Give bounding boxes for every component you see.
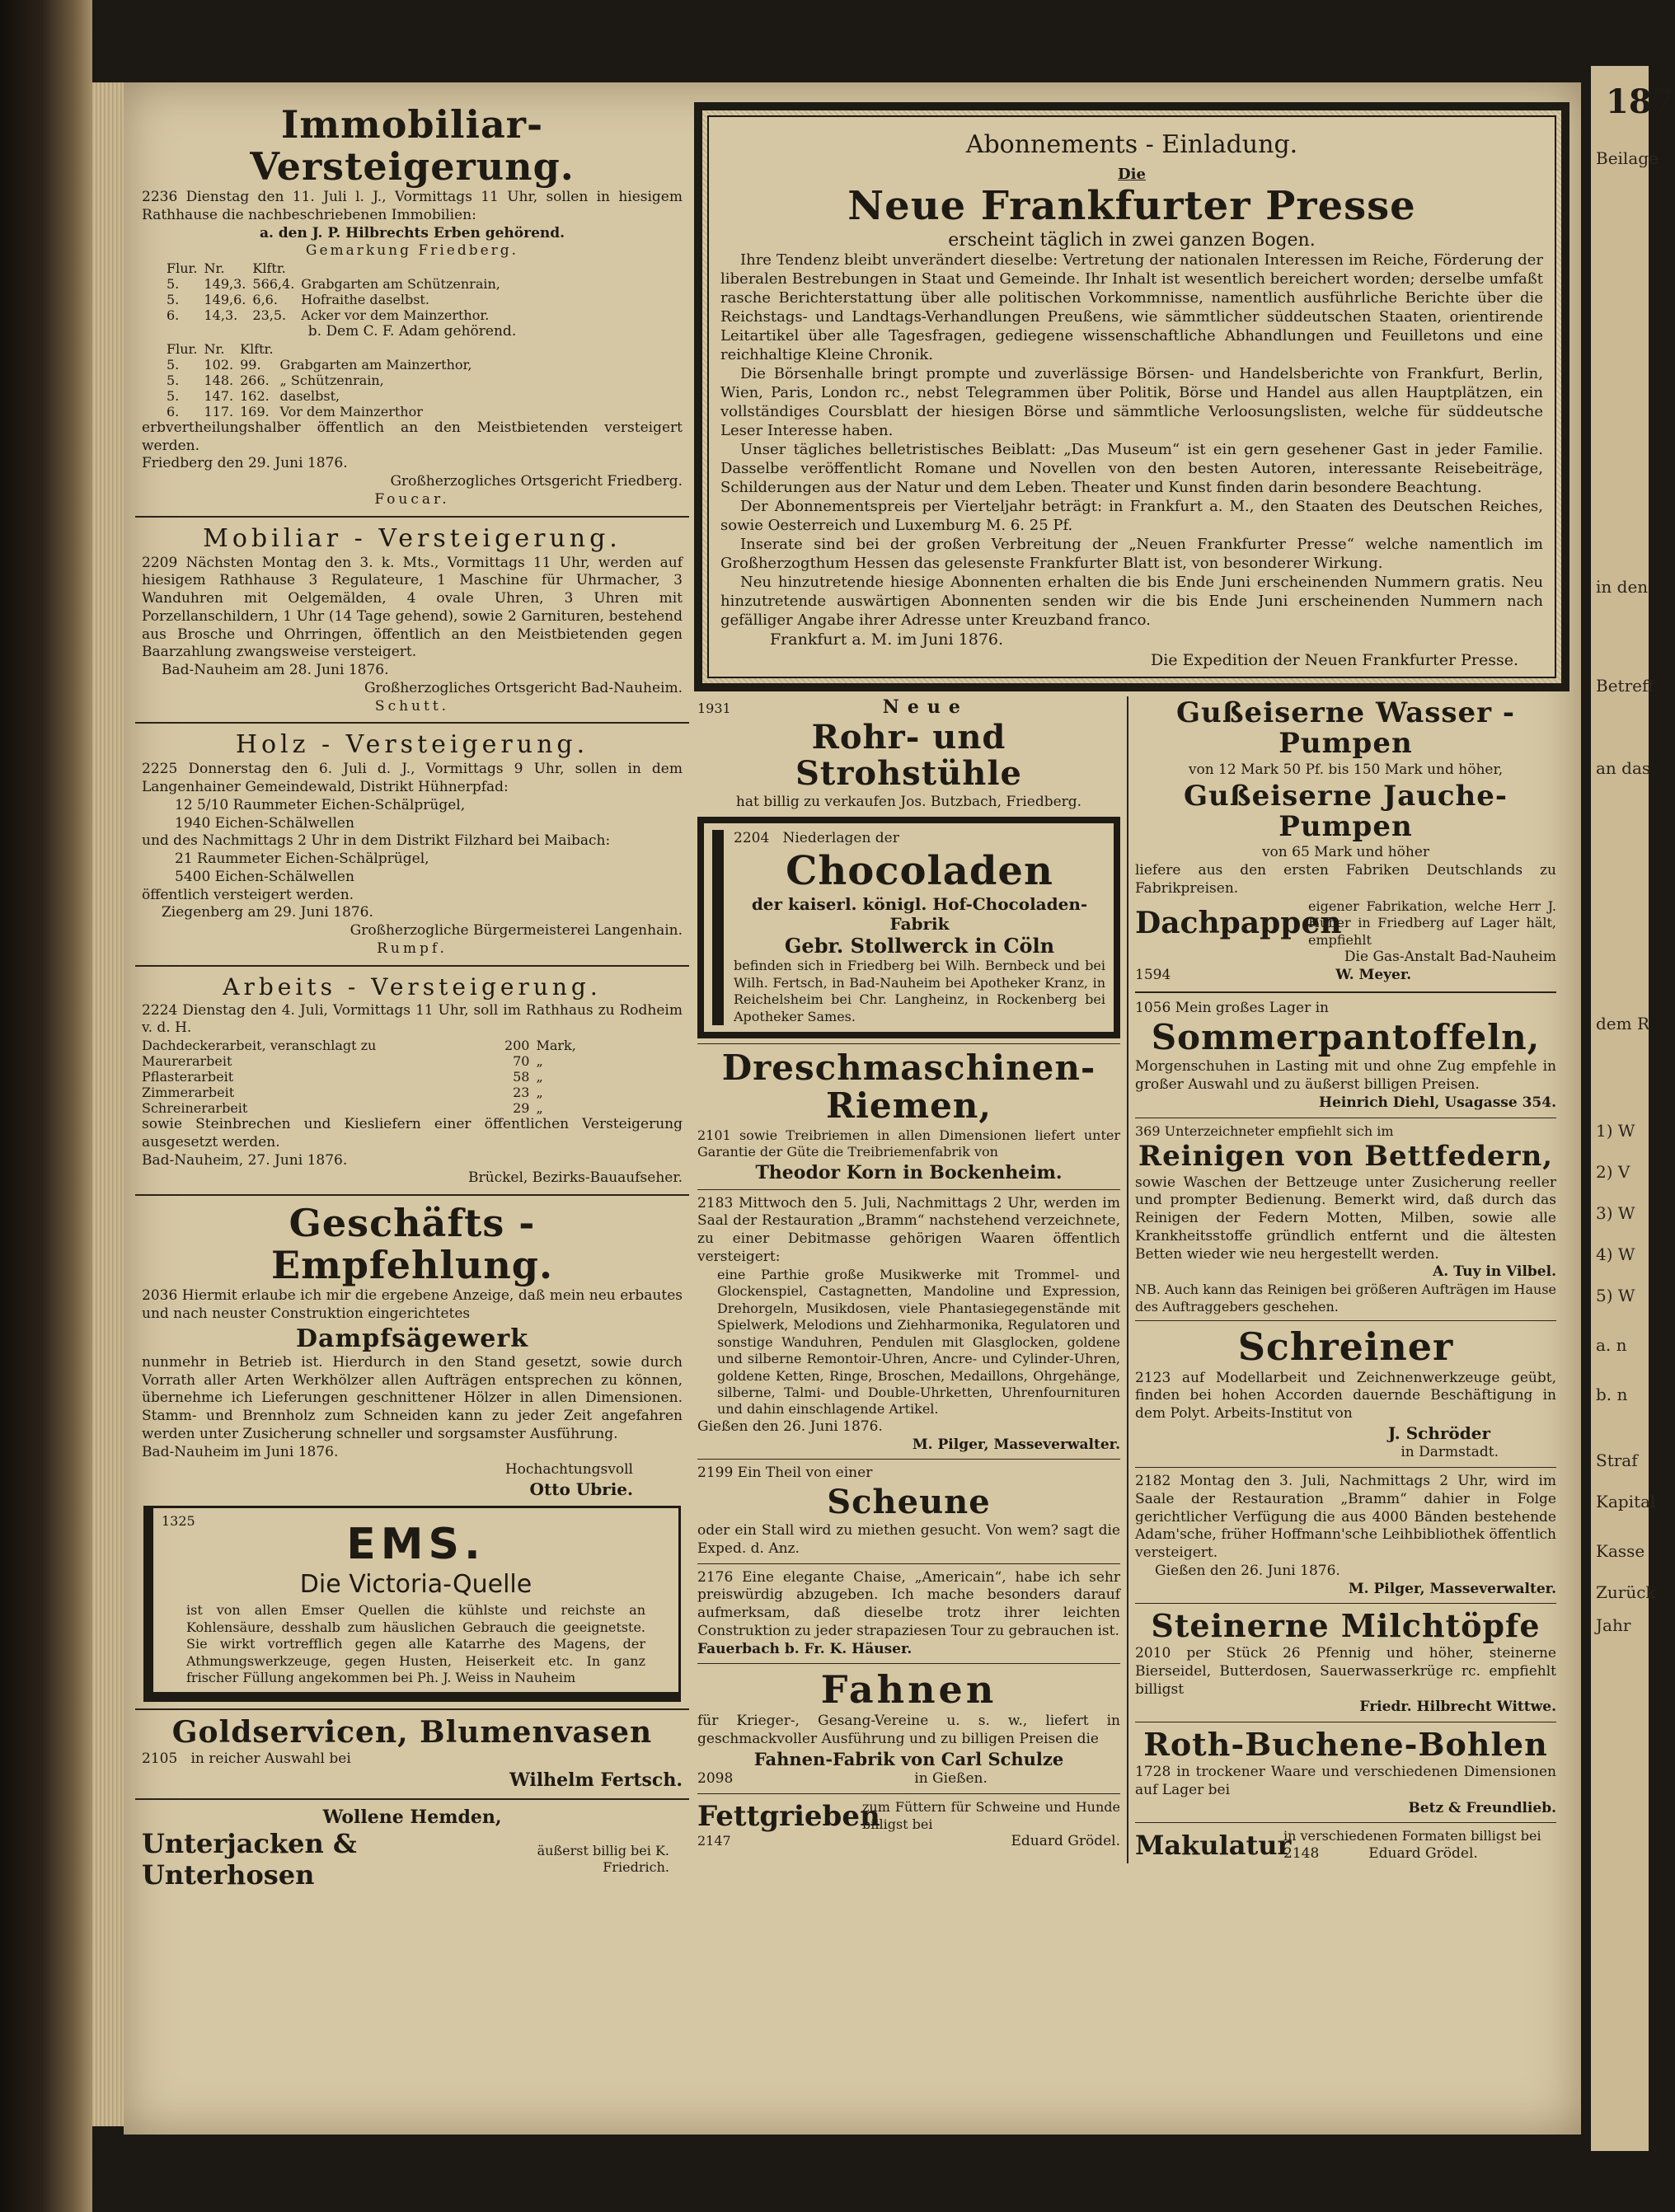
ad-title: Wollene Hemden, [322,1807,502,1829]
bettfedern-ad [1135,1123,1556,1315]
ad-title: Schreiner [1237,1324,1454,1369]
ad-note: NB. Auch kann das Reinigen bei größeren Aufträgen im Hause des Auftraggebers geschehen. [1135,1282,1556,1315]
ad-text: 2123 auf Modellarbeit und Zeichnenwerkzeuge geübt, finden bei hohen Accorden dauernde Beschäftigung in dem Polyt. Arbeits-Institut von [1135,1369,1556,1422]
ad-signer: Die Expedition der Neuen Frankfurter Presse. [1151,650,1518,669]
ad-signer: Rumpf. [377,940,448,957]
ad-text: 2199 Ein Theil von einer [697,1465,873,1482]
ad-line: 1940 Eichen-Schälwellen [175,814,354,832]
abonnement-box [694,102,1569,691]
ad-text: 2182 Montag den 3. Juli, Nachmittags 2 Uhr, wird im Saale der Restauration „Bramm“ dahier in Folge gerichtlicher Verfügung die aus 4000 Bänden bestehende Adam'sche, früher Hoffmann'sche Leihbibliothek öffentlich versteigert. [1135,1473,1556,1562]
ad-signer: M. Pilger, Masseverwalter. [912,1436,1120,1453]
fettgrieben-ad [697,1799,1120,1851]
ad-text: zum Füttern für Schweine und Hunde billigst bei [862,1799,1120,1832]
ad-signer: Heinrich Diehl, Usagasse 354. [1318,1094,1556,1111]
ad-line: 5400 Eichen-Schälwellen [175,868,354,885]
table-row: Dachdeckerarbeit, veranschlagt zu 200 Mark, [142,1038,576,1054]
ad-text: Die Börsenhalle bringt prompte und zuverlässige Börsen- und Handelsberichte von Frankfurt, Berlin, Wien, Paris, London rc., nebst Telegrammen über Politik, Börse und Handel aus allen Hauptplätzen, ein vollständiges Coursblatt der hiesigen Börse und sämmtliche Verloosungslisten, welche für süddeutsche Leser Interesse haben. [720,364,1543,440]
ems-ad [143,1506,681,1702]
ad-signer: J. Schröder [1387,1422,1490,1443]
gemarkung: Gemarkung Friedberg. [305,242,519,260]
ad-text: 1056 Mein großes Lager in [1135,999,1329,1016]
ad-line: 12 5/10 Raummeter Eichen-Schälprügel, [175,796,466,813]
fragment-text: Betreff [1596,676,1654,696]
ad-title: Makulatur [1135,1830,1292,1862]
page-number: 187 [1606,82,1675,121]
owner-b: b. Dem C. F. Adam gehörend. [307,323,517,340]
fragment-text: 4) W [1596,1244,1635,1264]
ad-title: Gußeiserne Jauche-Pumpen [1183,779,1508,843]
ad-signer: Wilhelm Fertsch. [509,1769,683,1792]
fragment-text: Jahr [1596,1615,1631,1635]
holz-ad [135,730,689,958]
ad-text: 2183 Mittwoch den 5. Juli, Nachmittags 2 Uhr, werden im Saal der Restauration „Bramm“ nachstehend verzeichnete, zu einer Debitmasse gehörigen Waaren öffentlich versteigert: [697,1194,1120,1265]
ad-authority: Großherzogliche Bürgermeisterei Langenhain. [350,922,683,940]
newspaper-page [124,82,1581,2135]
ad-text: befinden sich in Friedberg bei Wilh. Bernbeck und bei Wilh. Fertsch, in Bad-Nauheim bei Apotheker Kranz, in Reichelsheim bei Chr. Langheinz, in Rockenberg bei Apotheker Sames. [734,958,1105,1024]
ad-firm: Die Gas-Anstalt Bad-Nauheim [1344,949,1556,966]
bohlen-ad [1135,1727,1556,1817]
ad-text: von 12 Mark 50 Pf. bis 150 Mark und höher, [1188,761,1504,778]
ad-date: Gießen den 26. Juni 1876. [697,1418,883,1435]
ad-text: Inserate sind bei der großen Verbreitung der „Neuen Frankfurter Presse“ welche namentlich im Großherzogthum Hessen das gelesenste Frankfurter Blatt ist, von besonderer Wirkung. [720,536,1543,573]
mobiliar-ad [135,524,689,716]
ad-text: Neu hinzutretende hiesige Abonnenten erhalten die bis Ende Juni erscheinenden Nummern gratis. Neu hinzutretende auswärtigen Abonnenten senden wir die bis Ende Juni erscheinenden Nummern nach gefälliger Angabe ihrer Adresse unter Kreuzband franco. [720,574,1543,630]
table-row: Pflasterarbeit 58 „ [142,1069,543,1085]
ad-text: 2101 sowie Treibriemen in allen Dimensionen liefert unter Garantie der Güte die Treibriemenfabrik von [697,1127,1120,1160]
ad-text: sowie Steinbrechen und Kiesliefern einer öffentlichen Versteigerung ausgesetzt werden. [142,1116,683,1151]
lots-table-a: Flur. Nr. Klftr. 5. 149,3. 566,4. Grabgarten am Schützenrain, 5. 149,6. 6,6. Hofraithe daselbst. 6. 14,3. 23,5. Acker vor dem Mainzerthor. [167,260,507,323]
ad-text: äußerst billig bei K. Friedrich. [537,1842,669,1876]
ad-title: Dreschmaschinen-Riemen, [721,1047,1096,1127]
ad-text: 2105 in reicher Auswahl bei [142,1750,351,1768]
arbeits-ad [135,973,689,1188]
fragment-text: dem R [1596,1014,1650,1033]
ad-title: Goldservicen, Blumenvasen [171,1714,653,1750]
ad-title: Rohr- und Strohstühle [795,718,1022,794]
table-row: 5. 148. 266. „ Schützenrain, [167,372,384,388]
ad-text: 2010 per Stück 26 Pfennig und höher, steinerne Bierseidel, Butterdosen, Sauerwasserkrüge rc. empfiehlt billigst [1135,1645,1556,1698]
ad-text: 2209 Nächsten Montag den 3. k. Mts., Vormittags 11 Uhr, werden auf hiesigem Rathhause 3 Regulateure, 1 Maschine für Uhrmacher, 3 Wanduhren mit Oelgemälden, 4 ovale Uhren, 3 Uhren mit Porzellanschildern, 1 Uhr (14 Tage gehend), sowie 2 Garnituren, bestehend aus Brosche und Ohrringen, öffentlich an den Meistbietenden gegen Baarzahlung zwangsweise versteigert. [142,554,683,661]
ad-signer: Otto Ubrie. [529,1479,633,1500]
ad-text: liefere aus den ersten Fabriken Deutschlands zu Fabrikpreisen. [1135,862,1556,897]
ad-text: 1594 W. Meyer. [1135,966,1412,983]
table-row: 5. 102. 99. Grabgarten am Mainzerthor, [167,356,472,373]
ad-signer: Foucar. [374,490,450,508]
ad-text: und des Nachmittags 2 Uhr in dem Distrikt Filzhard bei Maibach: [142,832,611,850]
ad-number: 1931 [697,701,731,717]
ad-text: hat billig zu verkaufen Jos. Butzbach, Friedberg. [735,794,1082,811]
ad-date: Bad-Nauheim im Juni 1876. [142,1443,339,1460]
ad-signer: Eduard Grödel. [1011,1833,1120,1850]
pilger-auction-ad [697,1195,1120,1455]
ad-title: Geschäfts - Empfehlung. [271,1201,553,1287]
ad-date: Frankfurt a. M. im Juni 1876. [770,630,1004,649]
ad-title: EMS. [346,1520,486,1570]
owner-a: a. den J. P. Hilbrechts Erben gehörend. [259,224,565,241]
immobiliar-ad [135,104,689,509]
lots-table-b: Flur. Nr. Klftr. 5. 102. 99. Grabgarten am Mainzerthor, 5. 148. 266. „ Schützenrain, 5. 147. 162. daselbst, 6. 117. 169. Vor dem Mainzerthor [167,341,479,419]
ad-list: eine Parthie große Musikwerke mit Trommel- und Glockenspiel, Castagnetten, Mandoline und Expression, Drehorgeln, Musikdosen, viele Phantasiegegenstände mit Spielwerk, Melodions und Ziehharmonika, Regulatoren und sonstige Wanduhren, Pendulen mit Glasglocken, goldene und silberne Remontoir-Uhren, Ancre- und Cylinder-Uhren, goldene Ketten, Ringe, Broschen, Medaillons, Ohrgehänge, silberne, Talmi- und Double-Uhrketten, Uhrenfournituren und dahin einschlagende Artikel. [717,1266,1120,1418]
table-row: Maurerarbeit 70 „ [142,1053,543,1070]
ad-title: Abonnements - Einladung. [965,130,1298,159]
ad-title: Holz - Versteigerung. [235,730,589,760]
ad-text: Morgenschuhen in Lasting mit und ohne Zug empfehle in großer Auswahl und zu äußerst billigen Preisen. [1135,1058,1556,1094]
ad-title: Fahnen [820,1667,997,1713]
fragment-text: a. n [1596,1335,1627,1355]
table-row: 5. 147. 162. daselbst, [167,387,340,404]
fragment-text: 5) W [1596,1286,1635,1305]
ad-signer: Friedr. Hilbrecht Wittwe. [1359,1699,1556,1716]
ad-title: Dachpappen [1135,906,1342,941]
bibliothek-ad [1135,1473,1556,1598]
ad-text: eigener Fabrikation, welche Herr J. Huber in Friedberg auf Lager hält, empfiehlt [1308,897,1556,948]
ad-text: 2225 Donnerstag den 6. Juli d. J., Vormittags 9 Uhr, sollen in dem Langenhainer Gemeindewald, Distrikt Hühnerpfad: [142,761,683,796]
table-row: 6. 14,3. 23,5. Acker vor dem Mainzerthor. [167,307,490,324]
fragment-text: in den [1596,577,1649,597]
ad-text: 1728 in trockener Waare und verschiedenen Dimensionen auf Lager bei [1135,1764,1556,1798]
ad-firm: Gebr. Stollwerck in Cöln [784,934,1055,958]
fragment-text: Kasse [1596,1541,1645,1561]
ad-text: sowie Waschen der Bettzeuge unter Zusicherung reeller und prompter Bedienung. Bemerkt wird, daß durch das Reinigen der Federn Motten, Milben, sowie alle Krankheitsstoffe gründlich entfernt und die ältesten Betten wieder wie neu hergestellt werden. [1135,1174,1556,1263]
ad-subtitle: Unterjacken & Unterhosen [142,1828,357,1891]
fragment-text: Zurück [1596,1582,1656,1602]
ad-signer: Fauerbach b. Fr. K. Häuser. [697,1640,913,1657]
ad-text: 2148 Eduard Grödel. [1283,1844,1478,1862]
ad-text: 2098 in Gießen. [697,1770,988,1788]
ad-signer: M. Pilger, Masseverwalter. [1348,1580,1556,1597]
chaise-ad [697,1569,1120,1659]
fragment-text: b. n [1596,1385,1628,1404]
ad-text: Ihre Tendenz bleibt unverändert dieselbe: Vertretung der nationalen Interessen im Reiche, Förderung der liberalen Bestrebungen in Staat und Gemeinde. Ihr Inhalt ist wesentlich bereichert worden; derselbe umfaßt rasche Berichterstattung über alle politischen Vorkommnisse, namentlich ausführliche Berichte über die Reichstags- und Landtags-Verhandlungen Preußens, wie sämmtlicher süddeutschen Staaten, orientirende Leitartikel über alle Tagesfragen, gediegene wissenschaftliche Abhandlungen und Feuilletons und eine reichhaltige Kleine Chronik. [720,251,1543,363]
ad-signer: Betz & Freundlieb. [1408,1799,1556,1816]
ad-number: 1325 [162,1512,195,1529]
table-row: 5. 149,6. 6,6. Hofraithe daselbst. [167,292,429,308]
ad-text: ist von allen Emser Quellen die kühlste und reichste an Kohlensäure, desshalb zum häuslichen Gebrauch die geeignetste. Sie wirkt vortrefflich gegen alle Katarrhe des Magens, der Athmungswerkzeuge, gegen Husten, Heiserkeit etc. In ganz frischer Füllung angekommen bei Ph. J. Weiss in Nauheim [186,1602,645,1686]
ad-title: Scheune [827,1483,991,1522]
gold-ad [135,1714,689,1793]
ad-article: Die [1118,166,1146,183]
fragment-text: 1) W [1596,1121,1635,1141]
ad-authority: Großherzogliches Ortsgericht Bad-Nauheim. [364,679,683,696]
ad-signer: A. Tuy in Vilbel. [1433,1263,1556,1281]
left-column [135,102,689,1891]
pantoffeln-ad [1135,1000,1556,1113]
riemen-ad [697,1049,1120,1183]
ad-line: 21 Raummeter Eichen-Schälprügel, [175,851,429,868]
ad-title: Sommerpantoffeln, [1151,1017,1541,1058]
wolle-ad [135,1807,689,1891]
ad-title: Reinigen von Bettfedern, [1138,1140,1554,1174]
work-table [142,1038,603,1116]
book-binding [0,0,92,2212]
ad-text: oder ein Stall wird zu miethen gesucht. Von wem? sagt die Exped. d. Anz. [697,1522,1120,1557]
ad-text: nunmehr in Betrieb ist. Hierdurch in den Stand gesetzt, sowie durch Vorrath aller Arten Werkhölzer allen Aufträgen entsprechen zu können, übernehme ich Lieferungen geschnittener Hölzer in allen Dimensionen. Stamm- und Brennholz zum Schneiden kann zu jeder Zeit angefahren werden unter Zusicherung schneller und sorgsamster Ausführung. [142,1353,683,1442]
ad-date: Friedberg den 29. Juni 1876. [142,455,348,472]
ads-grid [691,696,1573,1863]
ad-text: Der Abonnementspreis per Vierteljahr beträgt: in Frankfurt a. M., den Staaten des Deutschen Reiches, sowie Oesterreich und Luxemburg M. 6. 25 Pf. [720,498,1543,535]
ad-subtitle: Die Victoria-Quelle [299,1570,533,1600]
fragment-text: Beilage [1596,148,1659,168]
ad-authority: Großherzogliches Ortsgericht Friedberg. [390,473,683,490]
ad-subtitle: erscheint täglich in zwei ganzen Bogen. [948,229,1316,251]
table-row: 5. 149,3. 566,4. Grabgarten am Schützenrain, [167,276,500,293]
ad-text: 2036 Hiermit erlaube ich mir die ergebene Anzeige, daß mein neu erbautes und nach neuster Construktion eingerichtetes [142,1287,683,1323]
ad-date: Ziegenberg am 29. Juni 1876. [162,904,373,921]
ad-title: Chocoladen [786,847,1053,894]
ad-title: Mobiliar - Versteigerung. [203,523,622,553]
ad-text: 2204 Niederlagen der [734,829,899,846]
table-row: 6. 117. 169. Vor dem Mainzerthor [167,403,423,419]
geschaefts-ad [135,1202,689,1501]
ad-date: Bad-Nauheim, 27. Juni 1876. [142,1151,348,1169]
ad-title: Gußeiserne Wasser - Pumpen [1175,696,1516,761]
ad-text: für Krieger-, Gesang-Vereine u. s. w., liefert in geschmackvoller Ausführung und zu billigen Preisen die [697,1713,1120,1747]
ad-text: 2224 Dienstag den 4. Juli, Vormittags 11 Uhr, soll im Rathhaus zu Rodheim v. d. H. [142,1001,683,1037]
ad-text: 2176 Eine elegante Chaise, „Americain“, habe ich sehr preiswürdig abzugeben. Ich mache besonders darauf aufmerksam, daß dieselbe trotz ihrer leichten Construktion zu jeder strapaziesen Tour zu gebrauchen ist. [697,1568,1120,1639]
ad-greeting: Hochachtungsvoll [504,1461,633,1479]
ad-title: Immobiliar-Versteigerung. [250,102,575,189]
ads-column-a [691,696,1127,1863]
scheune-ad [697,1465,1120,1558]
dachpappen-ad [1135,898,1556,985]
right-page-fragment [1591,66,1675,2151]
fragment-text: 2) V [1596,1162,1630,1182]
schreiner-ad [1135,1326,1556,1462]
fragment-text: an das [1596,758,1651,778]
ad-signer: Schutt. [374,697,450,715]
ad-title: Steinerne Milchtöpfe [1151,1607,1541,1645]
ad-title: Arbeits - Versteigerung. [223,972,602,1001]
ad-date: Bad-Nauheim am 28. Juni 1876. [162,662,389,679]
ad-city: in Darmstadt. [1401,1444,1499,1461]
ad-text: in verschiedenen Formaten billigst bei [1283,1828,1541,1844]
milchtoepfe-ad [1135,1609,1556,1717]
ad-date: Gießen den 26. Juni 1876. [1155,1562,1340,1579]
fragment-text: 3) W [1596,1203,1635,1223]
fahnen-ad [697,1669,1120,1788]
table-row: Zimmerarbeit 23 „ [142,1085,543,1101]
ad-firm: Fahnen-Fabrik von Carl Schulze [753,1748,1064,1769]
paper-title: Neue Frankfurter Presse [847,183,1416,229]
ad-text: 369 Unterzeichneter empfiehlt sich im [1135,1122,1394,1139]
ad-subtitle: Dampfsägewerk [296,1324,528,1353]
ad-text: 2236 Dienstag den 11. Juli l. J., Vormittags 11 Uhr, sollen in hiesigem Rathhause die nachbeschriebenen Immobilien: [142,189,683,223]
ad-text: von 65 Mark und höher [1261,844,1430,861]
ad-subtitle: der kaiserl. königl. Hof-Chocoladen-Fabrik [751,894,1088,935]
chocoladen-ad [697,817,1120,1038]
ad-signer: Theodor Korn in Bockenheim. [755,1161,1063,1183]
right-column [691,102,1573,1863]
makulatur-ad [1135,1828,1556,1863]
ad-text: öffentlich versteigert werden. [142,886,354,903]
ads-column-b [1127,696,1563,1863]
fragment-text: Kapital [1596,1492,1656,1511]
ad-title: Fettgrieben [697,1800,880,1834]
fragment-text: Straf [1596,1450,1638,1470]
table-row: Schreinerarbeit 29 „ [142,1100,543,1117]
pumpen-ad [1135,698,1556,898]
ad-title: Roth-Buchene-Bohlen [1143,1726,1548,1764]
stuehle-ad [697,696,1120,812]
ad-number: 2147 [697,1833,731,1849]
ad-text: Unser tägliches belletristisches Beiblatt: „Das Museum“ ist ein gern gesehener Gast in jeder Familie. Dasselbe veröffentlicht Romane und Novellen von den besten Autoren, interessante Reisebeiträge, Schilderungen aus der Natur und dem Leben. Theater und Kunst finden darin besondere Beachtung. [720,441,1543,497]
ad-pretitle: Neue [882,696,969,719]
ad-signer: Brückel, Bezirks-Bauaufseher. [468,1169,683,1187]
ad-text: erbvertheilungshalber öffentlich an den Meistbietenden versteigert werden. [142,419,683,454]
